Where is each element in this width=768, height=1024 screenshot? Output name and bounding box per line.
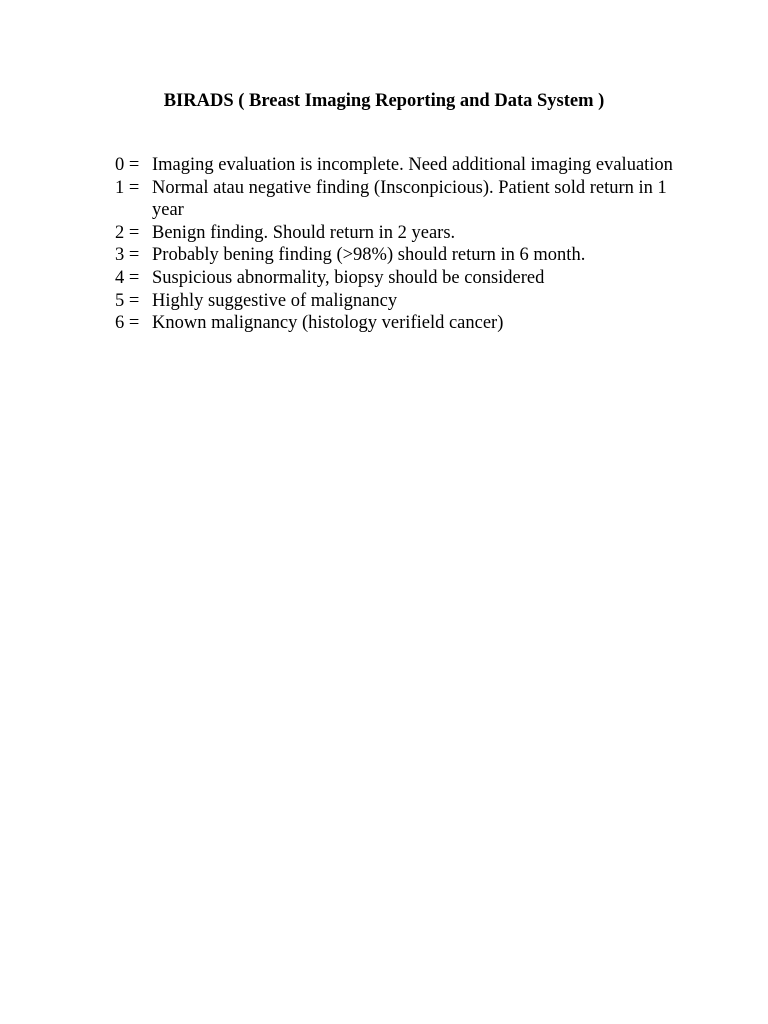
category-description: Normal atau negative finding (Insconpicious). Patient sold return in 1 year: [152, 177, 667, 221]
category-description: Imaging evaluation is incomplete. Need additional imaging evaluation: [152, 155, 673, 175]
category-description: Benign finding. Should return in 2 years.: [152, 222, 456, 243]
category-number: 5 =: [115, 290, 140, 311]
category-description: Probably bening finding (>98%) should return in 6 month.: [152, 245, 586, 266]
category-description: Suspicious abnormality, biopsy should be considered: [152, 267, 545, 288]
category-number: 1 =: [115, 177, 140, 198]
birads-category-list: [115, 154, 675, 335]
category-number: 6 =: [115, 313, 140, 334]
category-number: 3 =: [115, 245, 140, 266]
category-number: 2 =: [115, 222, 140, 243]
category-number: 0 =: [115, 155, 140, 175]
birads-item-0: [115, 154, 675, 177]
document-title: BIRADS ( Breast Imaging Reporting and Data System ): [163, 91, 605, 111]
birads-item-3: [115, 244, 675, 267]
birads-item-4: [115, 267, 675, 290]
birads-item-1: [115, 177, 675, 222]
category-description: Known malignancy (histology verifield cancer): [152, 313, 504, 334]
birads-item-2: [115, 222, 675, 245]
category-number: 4 =: [115, 267, 140, 288]
category-description: Highly suggestive of malignancy: [152, 290, 398, 311]
birads-item-6: [115, 312, 675, 335]
birads-item-5: [115, 290, 675, 313]
